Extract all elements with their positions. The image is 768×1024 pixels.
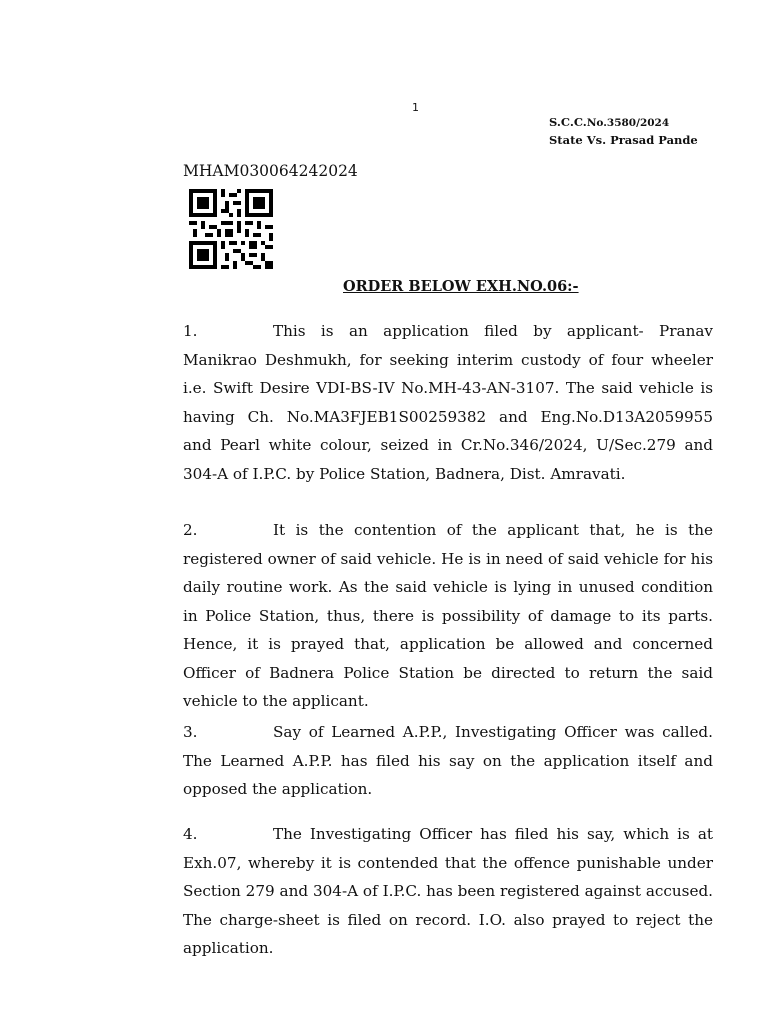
case-number: No.3580/2024: [586, 117, 670, 129]
paragraph-text: It is the contention of the applicant that, he is the registered owner of said vehicle. He is in need of said vehicle for his daily routine work. As the said vehicle is lying in unused condition in Police Station, thus, there is possibility of damage to its parts. Hence, it is prayed that, application be allowed and concerned Officer of Badnera Police Station be directed to return the said vehicle to the applicant.: [183, 521, 713, 710]
paragraph-text: The Investigating Officer has filed his say, which is at Exh.07, whereby it is contended that the offence punishable under Section 279 and 304-A of I.P.C. has been registered against accused. The charge-sheet is filed on record. I.O. also prayed to reject the application.: [183, 825, 713, 957]
cnr-number: MHAM030064242024: [183, 162, 358, 180]
paragraph-2: [183, 516, 713, 716]
case-number-line: [549, 114, 698, 132]
order-title: ORDER BELOW EXH.NO.06:-: [343, 278, 579, 295]
case-parties: State Vs. Prasad Pande: [549, 133, 698, 147]
case-prefix: S.C.C.: [549, 115, 587, 129]
paragraph-4: [183, 820, 713, 963]
paragraph-number: 1.: [183, 322, 198, 340]
qr-code-icon: [189, 189, 273, 269]
paragraph-number: 3.: [183, 723, 198, 741]
page-number: 1: [412, 101, 419, 114]
case-header: [549, 114, 698, 149]
paragraph-text: This is an application filed by applicant- Pranav Manikrao Deshmukh, for seeking interim custody of four wheeler i.e. Swift Desire VDI-BS-IV No.MH-43-AN-3107. The said vehicle is having Ch. No.MA3FJEB1S00259382 and Eng.No.D13A2059955 and Pearl white colour, seized in Cr.No.346/2024, U/Sec.279 and 304-A of I.P.C. by Police Station, Badnera, Dist. Amravati.: [183, 322, 713, 483]
paragraph-3: [183, 718, 713, 804]
paragraph-text: Say of Learned A.P.P., Investigating Officer was called. The Learned A.P.P. has filed his say on the application itself and opposed the application.: [183, 723, 713, 798]
paragraph-number: 4.: [183, 825, 198, 843]
paragraph-number: 2.: [183, 521, 198, 539]
paragraph-1: [183, 317, 713, 488]
